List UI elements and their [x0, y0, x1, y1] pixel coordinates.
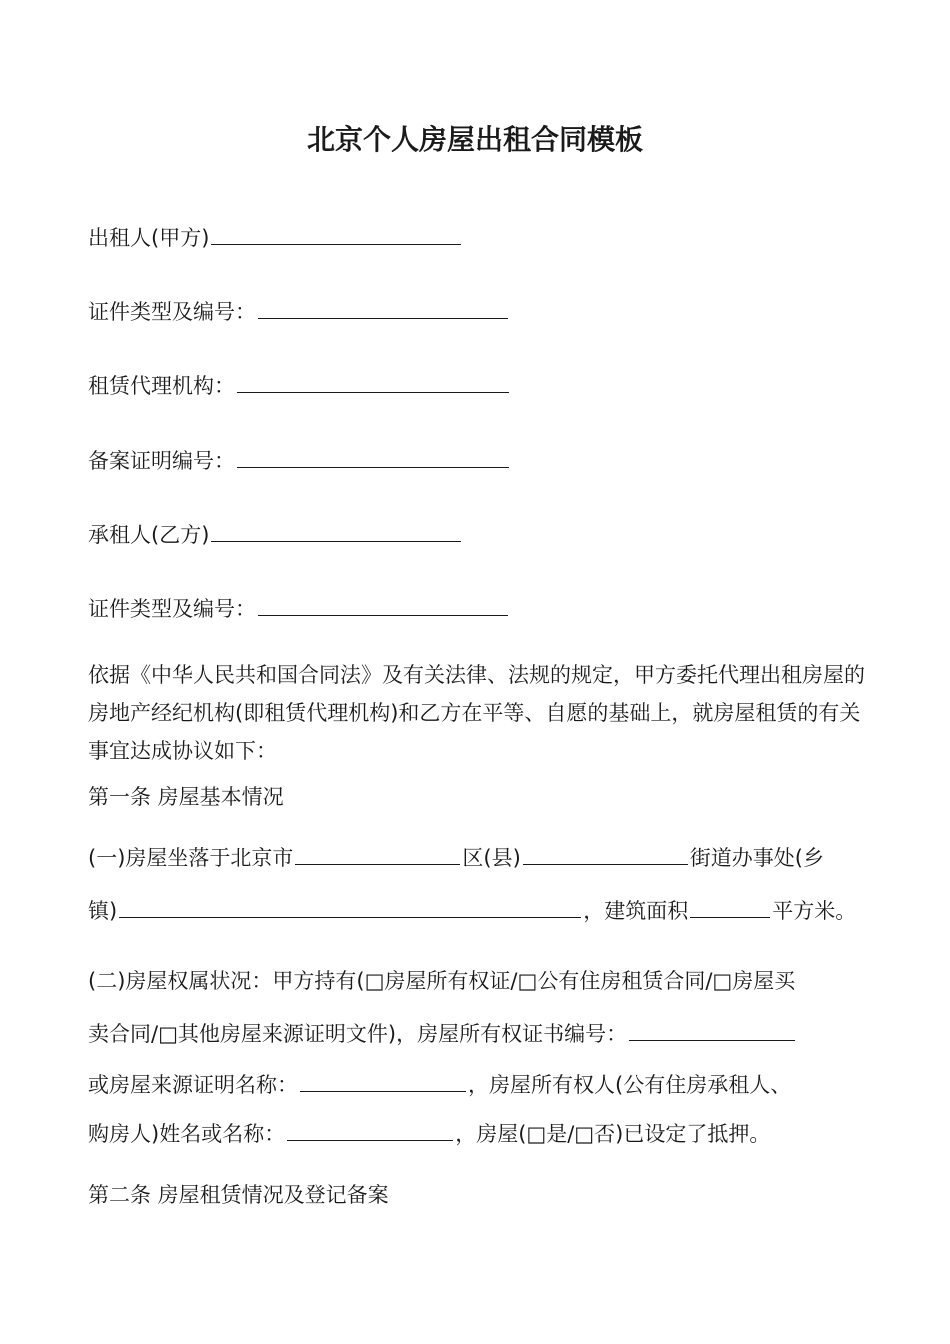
item1-town-label: 镇) — [88, 899, 118, 923]
cert-no-blank — [629, 1018, 795, 1041]
area-blank — [690, 895, 770, 918]
article1-item2-line1: (二)房屋权属状况：甲方持有(□房屋所有权证/□公有住房租赁合同/□房屋买 — [88, 969, 796, 993]
document-title: 北京个人房屋出租合同模板 — [306, 123, 643, 156]
lessor-id-blank — [258, 296, 508, 319]
owner-label: ，房屋所有权人(公有住房承租人、 — [468, 1073, 792, 1097]
intro-paragraph: 依据《中华人民共和国合同法》及有关法律、法规的规定，甲方委托代理出租房屋的房地产经纪机构(即租赁代理机构)和乙方在平等、自愿的基础上，就房屋租赁的有关事宜达成协议如下： — [88, 663, 865, 763]
lessor-id-label: 证件类型及编号： — [88, 300, 256, 324]
article1-item1-line1 — [88, 842, 824, 873]
item1-district-label: 区(县) — [462, 846, 521, 870]
lessee-id-label: 证件类型及编号： — [88, 597, 256, 621]
record-no-field — [88, 445, 511, 476]
source-name-label: 或房屋来源证明名称： — [88, 1073, 298, 1097]
lessee-blank — [211, 519, 461, 542]
agency-blank — [237, 370, 509, 393]
owner-name-label: 购房人)姓名或名称： — [88, 1122, 286, 1146]
item1-area-label: ，建筑面积 — [583, 899, 689, 923]
lessor-id-field — [88, 296, 510, 327]
article1-heading: 第一条 房屋基本情况 — [88, 785, 284, 809]
source-name-blank — [300, 1069, 466, 1092]
article1-item2-line3 — [88, 1069, 791, 1100]
lessee-label: 承租人(乙方) — [88, 523, 210, 547]
article1-item2-line2 — [88, 1018, 797, 1049]
item1-location-label: (一)房屋坐落于北京市 — [88, 846, 294, 870]
lessor-label: 出租人(甲方) — [88, 226, 210, 250]
lessor-blank — [211, 222, 461, 245]
town-blank — [119, 895, 581, 918]
record-no-label: 备案证明编号： — [88, 449, 235, 473]
item1-area-unit: 平方米。 — [772, 899, 857, 923]
record-no-blank — [237, 445, 509, 468]
agency-label: 租赁代理机构： — [88, 374, 235, 398]
article1-item1-line2 — [88, 895, 856, 926]
agency-field — [88, 370, 511, 401]
street-blank — [523, 842, 688, 865]
district-blank — [295, 842, 460, 865]
item1-street-label: 街道办事处(乡 — [689, 846, 824, 870]
lessee-id-field — [88, 593, 510, 624]
lessee-id-blank — [258, 593, 508, 616]
lessee-field — [88, 519, 463, 550]
mortgage-label: ，房屋(□是/□否)已设定了抵押。 — [455, 1122, 771, 1146]
article1-item2-line4 — [88, 1118, 770, 1149]
cert-no-label: 卖合同/□其他房屋来源证明文件)，房屋所有权证书编号： — [88, 1022, 628, 1046]
owner-name-blank — [287, 1118, 453, 1141]
article2-heading: 第二条 房屋租赁情况及登记备案 — [88, 1183, 389, 1207]
lessor-field — [88, 222, 463, 253]
